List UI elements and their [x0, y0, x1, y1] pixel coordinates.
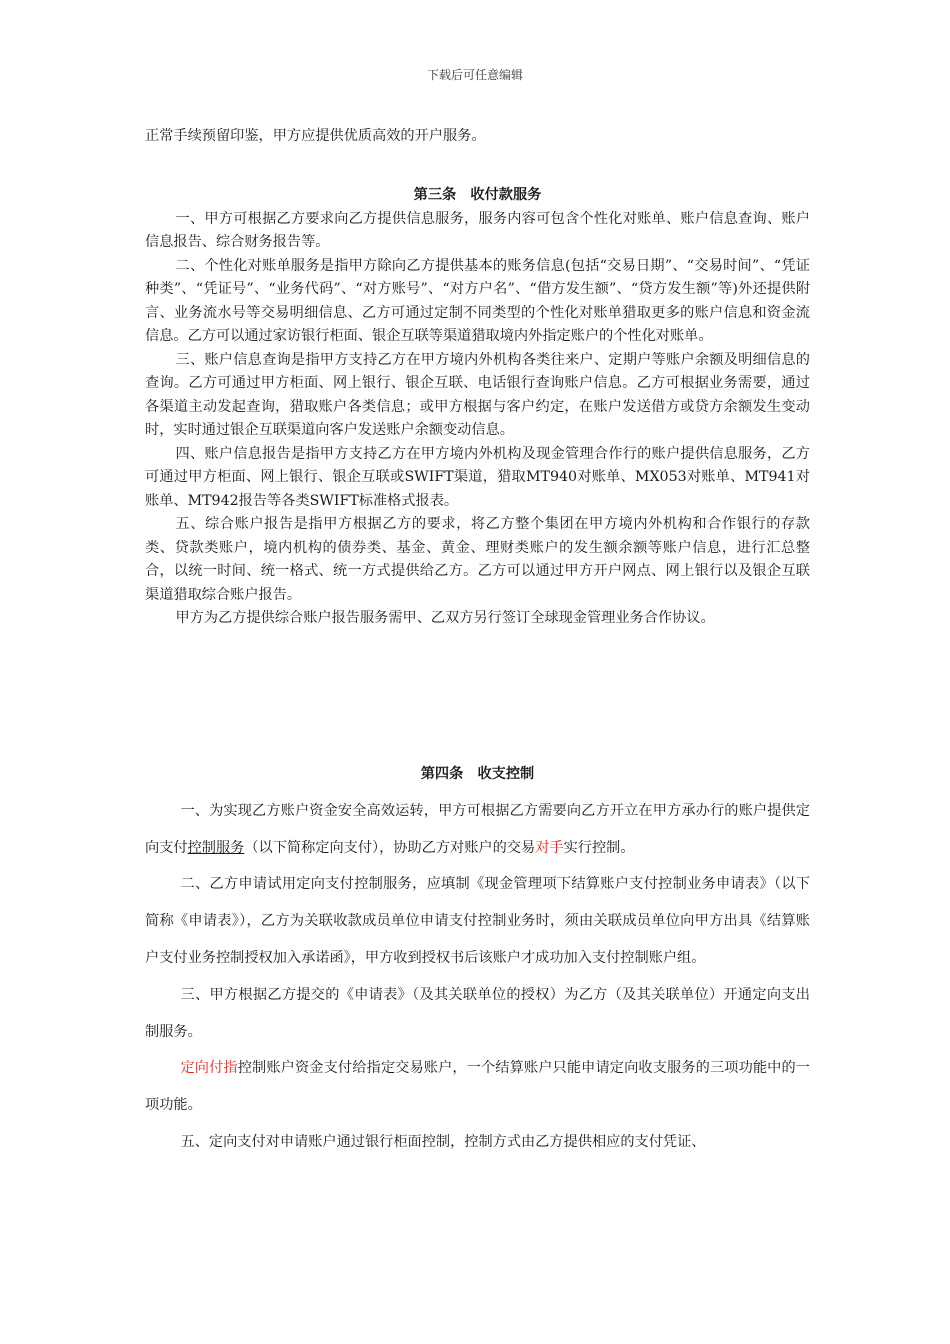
- text-run: 实行控制。: [563, 839, 635, 856]
- article-3-paragraph: 二、个性化对账单服务是指甲方除向乙方提供基本的账务信息(包括“交易日期”、“交易时间”、“凭证种类”、“凭证号”、“业务代码”、“对方账号”、“对方户名”、“借方发生额”、“贷方发生额”等)外还提供附言、业务流水号等交易明细信息、乙方可通过定制不同类型的个性化对账单猎取更多的账户信息和资金流信息。乙方可以通过家访银行柜面、银企互联等渠道猎取境内外指定账户的个性化对账单。: [145, 257, 811, 344]
- highlighted-text: 对手: [535, 839, 564, 856]
- intro-section: [145, 125, 810, 149]
- article-4-paragraph-1: [145, 793, 810, 867]
- article-4-paragraph-2: 二、乙方申请试用定向支付控制服务，应填制《现金管理项下结算账户支付控制业务申请表》（以下简称《申请表》），乙方为关联收款成员单位申请支付控制业务时，须由关联成员单位向甲方出具《结算账户支付业务控制授权加入承诺函》，甲方收到授权书后该账户才成功加入支付控制账户组。: [145, 876, 810, 966]
- article-4-paragraph-3: 三、甲方根据乙方提交的《申请表》（及其关联单位的授权）为乙方（及其关联单位）开通定向支出制服务。: [145, 986, 810, 1040]
- article-3-paragraph: 四、账户信息报告是指甲方支持乙方在甲方境内外机构及现金管理合作行的账户提供信息服务，乙方可通过甲方柜面、网上银行、银企互联或SWIFT渠道，猎取MT940对账单、MX053对账单、MT941对账单、MT942报告等各类SWIFT标准格式报表。: [145, 445, 810, 509]
- highlighted-text: 定向付指: [180, 1060, 238, 1077]
- intro-line: 正常手续预留印鉴，甲方应提供优质高效的开户服务。: [145, 128, 486, 144]
- article-3-paragraph: 三、账户信息查询是指甲方支持乙方在甲方境内外机构各类往来户、定期户等账户余额及明细信息的查询。乙方可通过甲方柜面、网上银行、银企互联、电话银行查询账户信息。乙方可根据业务需要，通过各渠道主动发起查询，猎取账户各类信息；或甲方根据与客户约定，在账户发送借方或贷方余额发生变动时，实时通过银企互联渠道向客户发送账户余额变动信息。: [145, 351, 810, 438]
- article-4-section: [145, 756, 810, 1161]
- page-header: 下载后可任意编辑: [426, 68, 523, 82]
- article-3-section: [145, 184, 810, 631]
- article-4-paragraph-5: 五、定向支付对申请账户通过银行柜面控制，控制方式由乙方提供相应的支付凭证、: [180, 1133, 706, 1150]
- article-3-title: 第三条 收付款服务: [413, 187, 542, 203]
- article-4-paragraph-4: [145, 1050, 810, 1124]
- text-run: 控制账户资金支付给指定交易账户，一个结算账户只能申请定向收支服务的三项功能中的一项功能。: [145, 1060, 810, 1114]
- text-run: （以下简称定向支付），协助乙方对账户的交易: [244, 839, 536, 856]
- article-3-paragraph: 一、甲方可根据乙方要求向乙方提供信息服务，服务内容可包含个性化对账单、账户信息查询、账户信息报告、综合财务报告等。: [145, 210, 810, 250]
- article-3-paragraph: 五、综合账户报告是指甲方根据乙方的要求，将乙方整个集团在甲方境内外机构和合作银行的存款类、贷款类账户，境内机构的债券类、基金、黄金、理财类账户的发生额余额等账户信息，进行汇总整合，以统一时间、统一格式、统一方式提供给乙方。乙方可以通过甲方开户网点、网上银行以及银企互联渠道猎取综合账户报告。: [145, 516, 810, 603]
- article-3-paragraph: 甲方为乙方提供综合账户报告服务需甲、乙双方另行签订全球现金管理业务合作协议。: [175, 610, 715, 626]
- text-run: 一、为实现乙方账户资金安全高效运转，甲方可根据乙方需要向乙方开立在甲方承办行的账户提供定向支付: [145, 802, 810, 856]
- underlined-text: 控制服务: [187, 839, 245, 856]
- article-4-title: 第四条 收支控制: [420, 766, 535, 782]
